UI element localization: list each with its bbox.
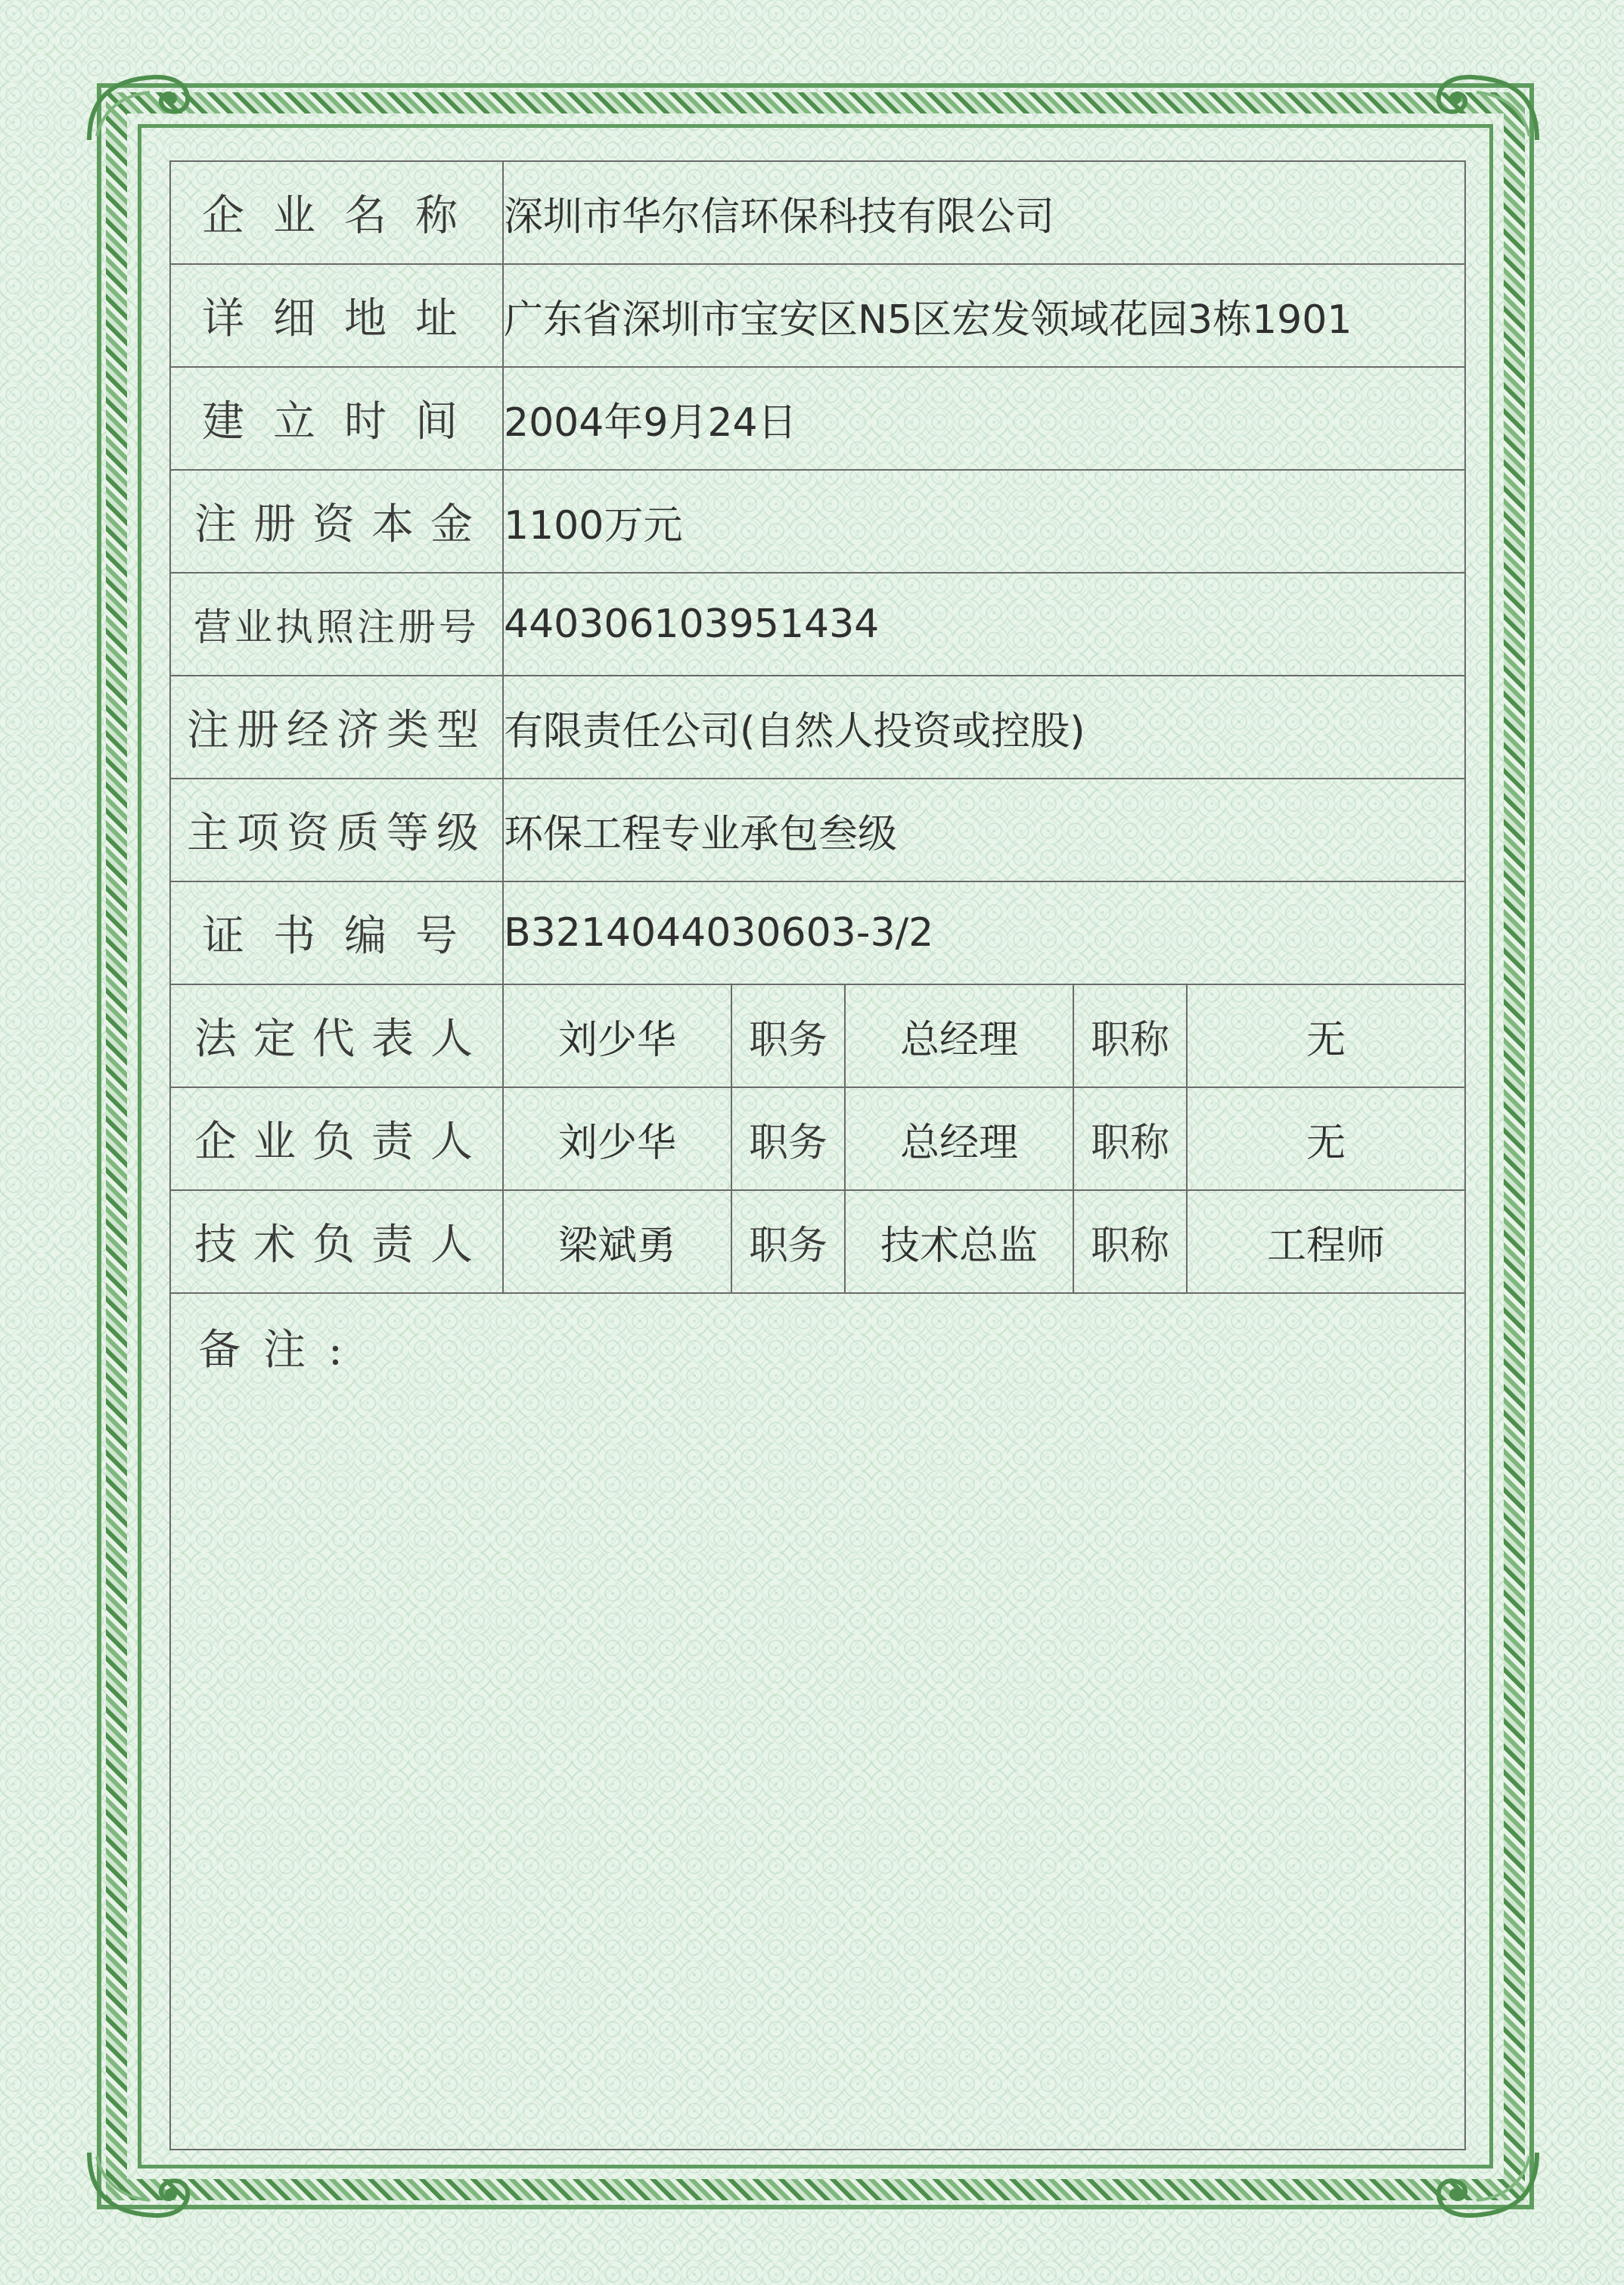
established-date-value: 2004年9月24日 (503, 367, 1465, 470)
technical-head-label: 技术负责人 (170, 1190, 503, 1293)
row-technical-head (170, 1190, 1465, 1293)
license-number-value: 440306103951434 (503, 573, 1465, 676)
technical-head-title: 工程师 (1187, 1190, 1465, 1293)
title-label: 职称 (1073, 984, 1187, 1087)
address-value: 广东省深圳市宝安区N5区宏发领域花园3栋1901 (503, 264, 1465, 367)
enterprise-head-name: 刘少华 (503, 1087, 731, 1190)
position-label: 职务 (731, 984, 845, 1087)
economic-type-value: 有限责任公司(自然人投资或控股) (503, 676, 1465, 779)
corner-ornament-icon (82, 68, 195, 151)
title-label: 职称 (1073, 1087, 1187, 1190)
row-legal-representative (170, 984, 1465, 1087)
certificate-table (169, 160, 1466, 2150)
address-label: 详细地址 (170, 264, 503, 367)
certificate-number-label: 证书编号 (170, 881, 503, 984)
corner-ornament-icon (82, 2141, 195, 2224)
company-name-value: 深圳市华尔信环保科技有限公司 (503, 161, 1465, 264)
enterprise-head-title: 无 (1187, 1087, 1465, 1190)
qualification-level-value: 环保工程专业承包叁级 (503, 779, 1465, 881)
row-enterprise-head (170, 1087, 1465, 1190)
registered-capital-value: 1100万元 (503, 470, 1465, 573)
remarks-label: 备注: (198, 1326, 365, 1375)
certificate-number-value: B3214044030603-3/2 (503, 881, 1465, 984)
row-company-name (170, 161, 1465, 264)
row-economic-type (170, 676, 1465, 779)
economic-type-label: 注册经济类型 (170, 676, 503, 779)
enterprise-head-label: 企业负责人 (170, 1087, 503, 1190)
legal-representative-title: 无 (1187, 984, 1465, 1087)
row-qualification-level (170, 779, 1465, 881)
position-label: 职务 (731, 1190, 845, 1293)
registered-capital-label: 注册资本金 (170, 470, 503, 573)
technical-head-name: 梁斌勇 (503, 1190, 731, 1293)
company-name-label: 企业名称 (170, 161, 503, 264)
remarks-area (170, 1293, 1465, 2150)
legal-representative-label: 法定代表人 (170, 984, 503, 1087)
license-number-label: 营业执照注册号 (170, 573, 503, 676)
row-license-number (170, 573, 1465, 676)
legal-representative-position: 总经理 (845, 984, 1073, 1087)
position-label: 职务 (731, 1087, 845, 1190)
corner-ornament-icon (1431, 68, 1545, 151)
row-remarks (170, 1293, 1465, 2150)
corner-ornament-icon (1431, 2141, 1545, 2224)
row-address (170, 264, 1465, 367)
row-registered-capital (170, 470, 1465, 573)
row-established-date (170, 367, 1465, 470)
enterprise-head-position: 总经理 (845, 1087, 1073, 1190)
legal-representative-name: 刘少华 (503, 984, 731, 1087)
technical-head-position: 技术总监 (845, 1190, 1073, 1293)
row-certificate-number (170, 881, 1465, 984)
qualification-level-label: 主项资质等级 (170, 779, 503, 881)
title-label: 职称 (1073, 1190, 1187, 1293)
established-date-label: 建立时间 (170, 367, 503, 470)
